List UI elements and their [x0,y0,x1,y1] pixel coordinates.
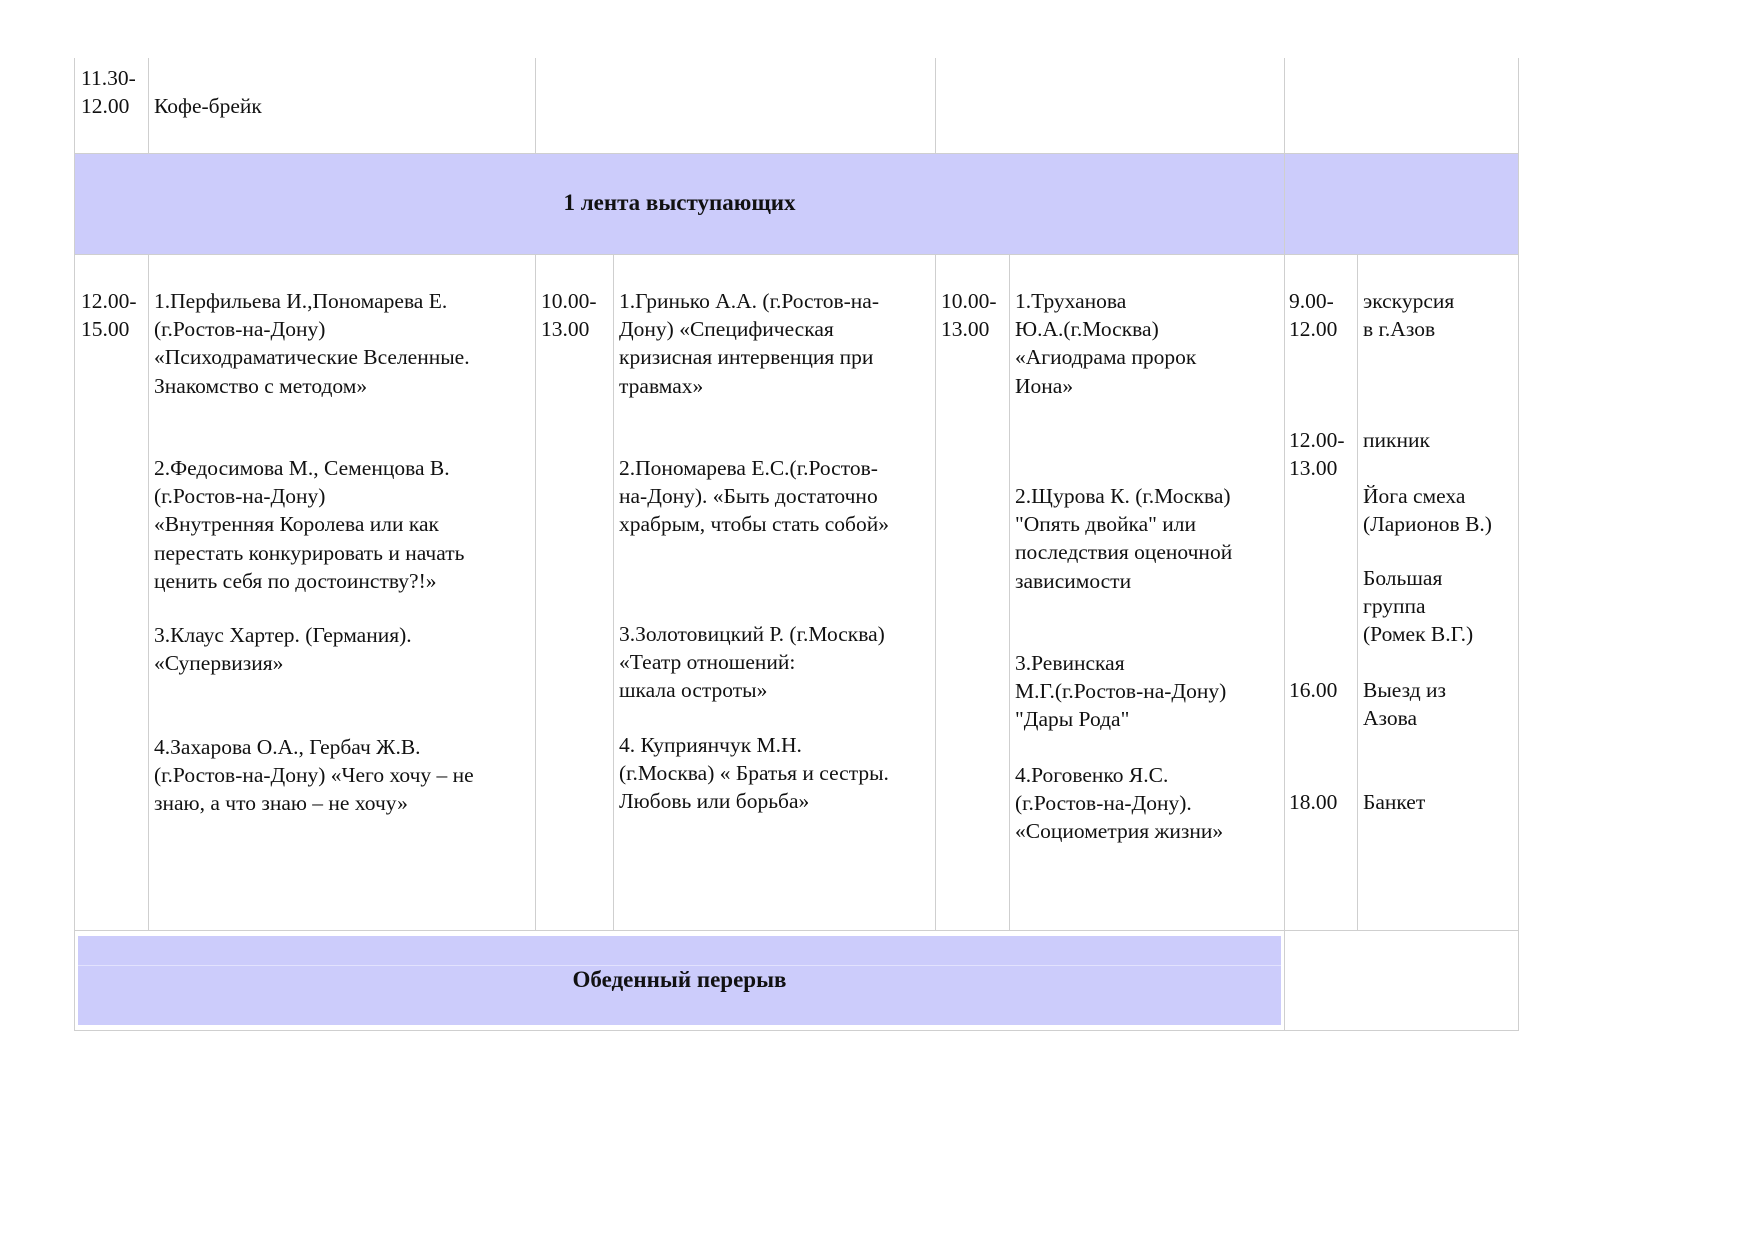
row-divider [75,254,1519,255]
col3-time: 10.00- 13.00 [941,289,997,342]
col-divider [935,254,936,931]
col-divider [535,58,536,154]
talk-item: 1.Перфильева И.,Пономарева Е. (г.Ростов-на-Дону) «Психодраматические Вселенные. Знакомство с методом» [154,289,470,398]
col2-time: 10.00- 13.00 [541,289,597,342]
band-inner-line [78,965,1281,966]
talk-item: 3.Ревинская М.Г.(г.Ростов-на-Дону) "Дары Рода" [1015,651,1227,732]
event-label: Выезд из Азова [1363,678,1447,731]
talk-item: 4.Роговенко Я.С. (г.Ростов-на-Дону). «Социометрия жизни» [1015,763,1224,844]
talk-item: 2.Федосимова М., Семенцова В. (г.Ростов-на-Дону) «Внутренняя Королева или как перестать конкурировать и начать ценить себя по достоинству?!» [154,456,465,593]
col-divider [535,254,536,931]
talk-item: 1.Труханова Ю.А.(г.Москва) «Агиодрама пророк Иона» [1015,289,1197,398]
event-time: 16.00 [1289,678,1338,702]
event-label: Большая группа (Ромек В.Г.) [1363,566,1474,647]
col-divider [148,254,149,931]
event-time: 9.00- 12.00 [1289,289,1338,342]
event-label: экскурсия в г.Азов [1363,289,1455,342]
row-divider [75,153,1519,154]
row-divider [75,1030,1519,1031]
col-divider [1009,254,1010,931]
talk-item: 3.Клаус Хартер. (Германия). «Супервизия» [154,623,412,676]
section-title-speakers: 1 лента выступающих [563,190,796,215]
col-divider [1518,58,1519,1031]
event-label: пикник [1363,428,1430,452]
event-time: 12.00- 13.00 [1289,428,1345,481]
event-label: Банкет [1363,790,1426,814]
talk-item: 4. Куприянчук М.Н. (г.Москва) « Братья и сестры. Любовь или борьба» [619,733,889,814]
event-label: Йога смеха (Ларионов В.) [1363,484,1492,537]
col-divider [935,58,936,154]
event-time: 18.00 [1289,790,1338,814]
talk-item: 4.Захарова О.А., Гербач Ж.В. (г.Ростов-на-Дону) «Чего хочу – не знаю, а что знаю – не хочу» [154,735,474,816]
col-divider [1284,58,1285,1031]
coffee-time: 11.30- 12.00 [81,66,136,119]
talk-item: 2.Щурова К. (г.Москва) "Опять двойка" или последствия оценочной зависимости [1015,484,1233,593]
section-title-lunch: Обеденный перерыв [572,967,787,992]
col-divider [148,58,149,154]
talk-item: 3.Золотовицкий Р. (г.Москва) «Театр отношений: шкала остроты» [619,622,885,703]
talk-item: 1.Гринько А.А. (г.Ростов-на- Дону) «Специфическая кризисная интервенция при травмах» [619,289,879,398]
col1-time: 12.00- 15.00 [81,289,137,342]
col-divider [613,254,614,931]
col-divider [1357,254,1358,931]
row-divider [75,930,1519,931]
coffee-label: Кофе-брейк [154,94,262,118]
talk-item: 2.Пономарева Е.С.(г.Ростов- на-Дону). «Быть достаточно храбрым, чтобы стать собой» [619,456,889,537]
